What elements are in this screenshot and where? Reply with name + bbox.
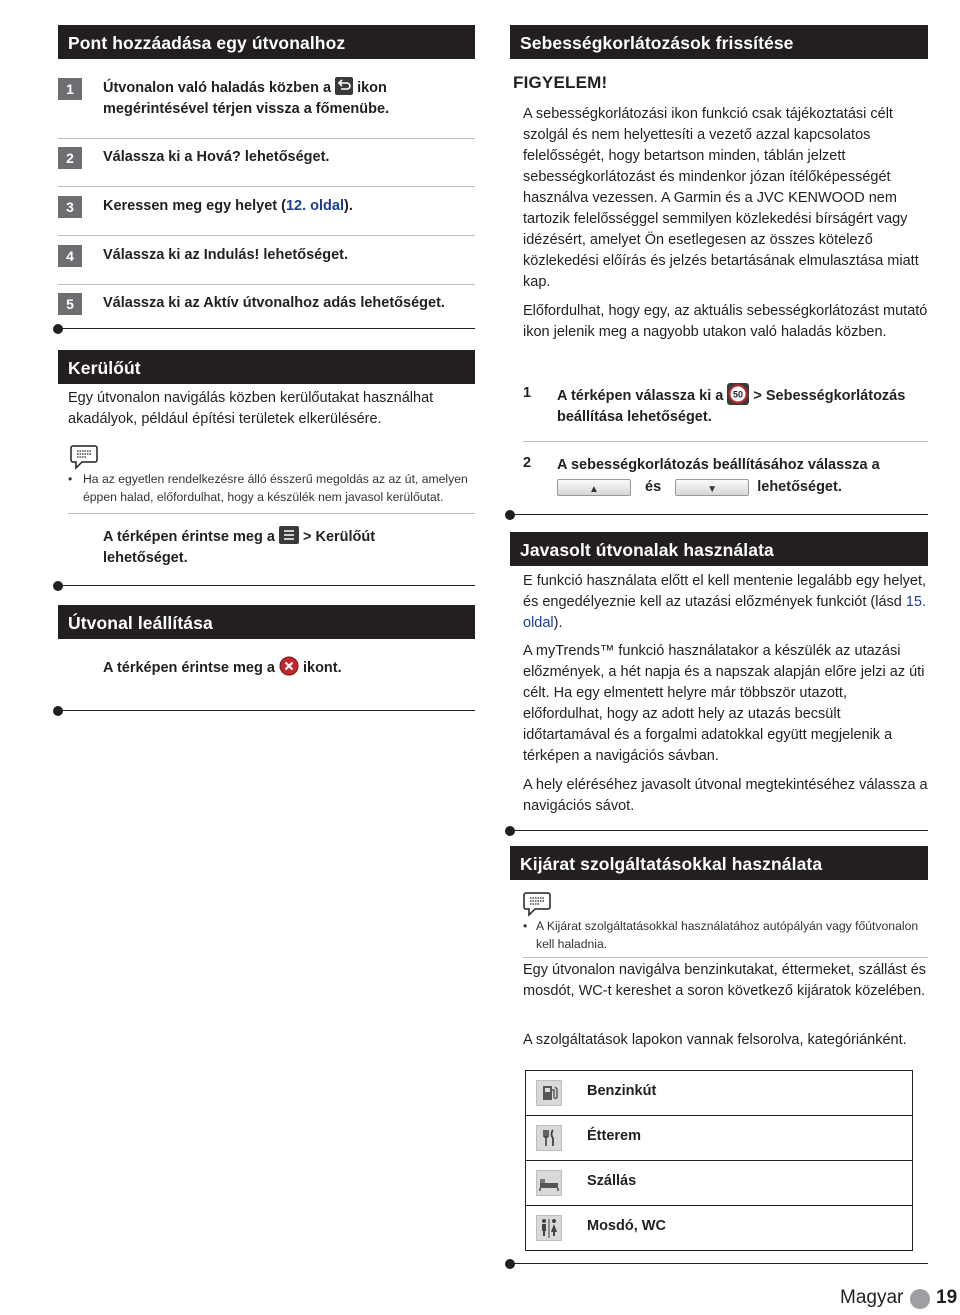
restaurant-icon xyxy=(536,1125,562,1151)
suggested-p3: A hely eléréséhez javasolt útvonal megtekintéséhez válassza a navigációs sávot. xyxy=(523,777,928,814)
step-number: 5 xyxy=(58,293,82,315)
step-text: A térképen válassza ki a 50 > Sebességkorlátozás beállítása lehetőséget. xyxy=(557,385,927,428)
note-bullet: • Ha az egyetlen rendelkezésre álló ésszerű megoldás az az út, amelyen éppen halad, előfordulhat, hogy a készülék nem javasol kerülőutat. xyxy=(68,472,468,504)
stop-icon xyxy=(279,656,299,676)
suggested-p1: E funkció használata előtt el kell mentenie legalább egy helyet, és engedélyeznie kell az utazási előzmények funkciót (lásd 15. oldal). xyxy=(523,573,927,631)
detour-description: Egy útvonalon navigálás közben kerülőutakat használhat akadályok, például építési területek elkerülésére. xyxy=(68,390,434,427)
service-row-fuel[interactable] xyxy=(526,1071,912,1116)
step-text: A sebességkorlátozás beállításához válassza a ▲ és ▼ lehetőséget. xyxy=(557,455,937,498)
note-bullet: • A Kijárat szolgáltatásokkal használatához autópályán vagy főútvonalon kell haladnia. xyxy=(523,919,919,951)
up-arrow-icon: ▲ xyxy=(589,483,599,495)
step-text: Keressen meg egy helyet (12. oldal). xyxy=(103,198,353,214)
step-number: 1 xyxy=(58,78,82,100)
stop-route-instruction: A térképen érintse meg a ikont. xyxy=(103,658,463,679)
step-divider xyxy=(58,284,475,285)
service-label: Szállás xyxy=(587,1173,637,1189)
down-arrow-button[interactable] xyxy=(675,479,749,496)
step-text: Válassza ki az Aktív útvonalhoz adás lehetőséget. xyxy=(103,295,445,311)
section-divider xyxy=(58,328,475,329)
footer-dot xyxy=(910,1289,930,1309)
section-divider xyxy=(510,1263,928,1264)
note-divider xyxy=(68,513,475,514)
exit-p2: A szolgáltatások lapokon vannak felsorolva, kategóriánként. xyxy=(523,1032,907,1048)
service-row-restaurant[interactable] xyxy=(526,1116,912,1161)
exit-p1: Egy útvonalon navigálva benzinkutakat, éttermeket, szállást és mosdót, WC-t kereshet a soron következő kijáratok közelében. xyxy=(523,962,927,999)
note-divider xyxy=(523,957,928,958)
warning-text-2: Előfordulhat, hogy egy, az aktuális sebességkorlátozást mutató ikon jelenik meg a nagyobb utakon való haladás közben. xyxy=(523,303,928,340)
up-arrow-button[interactable] xyxy=(557,479,631,496)
svg-text:50: 50 xyxy=(733,389,744,400)
note-icon xyxy=(70,444,98,470)
page-number: 19 xyxy=(936,1287,958,1308)
menu-icon xyxy=(279,526,299,544)
section-end-dot xyxy=(505,510,515,520)
service-row-restroom[interactable] xyxy=(526,1206,912,1250)
step-text: Válassza ki a Hová? lehetőséget. xyxy=(103,149,330,165)
suggested-p2: A myTrends™ funkció használatakor a készülék az utazási előzmények, a hét napja és a napszak alapján előre jelzi az úti célt. Ha egy elmentett helyre már többször utazott, előfordulhat, hogy az adott hely az utazás becsült időtartamával és a forgalmi adatokkal együtt megjelenik a térképen a navigációs sávban. xyxy=(523,643,925,764)
footer-language: Magyar xyxy=(840,1287,904,1308)
section-header-stop-route: Útvonal leállítása xyxy=(58,605,475,639)
section-end-dot xyxy=(505,1259,515,1269)
section-header-suggested-routes: Javasolt útvonalak használata xyxy=(510,532,928,566)
service-label: Étterem xyxy=(587,1128,641,1144)
page-link[interactable]: 12. oldal xyxy=(285,198,344,214)
section-end-dot xyxy=(53,581,63,591)
step-text: Útvonalon való haladás közben a ikon megérintésével térjen vissza a főmenübe. xyxy=(103,78,473,120)
warning-label: FIGYELEM! xyxy=(513,73,608,92)
back-icon xyxy=(335,77,353,95)
section-end-dot xyxy=(505,826,515,836)
step-number: 4 xyxy=(58,245,82,267)
speed-limit-icon xyxy=(727,383,749,405)
section-divider xyxy=(510,830,928,831)
section-divider xyxy=(58,710,475,711)
detour-instruction: A térképen érintse meg a > Kerülőút lehetőséget. xyxy=(103,527,463,569)
step-number: 3 xyxy=(58,196,82,218)
service-label: Mosdó, WC xyxy=(587,1218,666,1234)
step-divider xyxy=(58,186,475,187)
warning-text: A sebességkorlátozási ikon funkció csak tájékoztatási célt szolgál és nem helyettesíti a vezető azzal kapcsolatos felelősségét, hogy betartson minden, táblán jelzett sebességkorlátozást és mindenkor józan ítélőképességét használva vezessen. A Garmin és a JVC KENWOOD nem tartozik felelősséggel semmilyen közlekedési bírságért vagy idézésért, amelyet Ön esetlegesen az összes kötelező közlekedési előírás és jelzés betartásának elmulasztása miatt kap. xyxy=(523,106,919,290)
fuel-icon xyxy=(536,1080,562,1106)
section-end-dot xyxy=(53,324,63,334)
step-text: Válassza ki az Indulás! lehetőséget. xyxy=(103,247,348,263)
service-label: Benzinkút xyxy=(587,1083,657,1099)
step-number: 1 xyxy=(523,385,532,401)
restroom-icon xyxy=(536,1215,562,1241)
step-divider xyxy=(58,235,475,236)
section-header-exit-services: Kijárat szolgáltatásokkal használata xyxy=(510,846,928,880)
step-divider xyxy=(523,441,928,442)
section-divider xyxy=(58,585,475,586)
note-icon xyxy=(523,891,551,917)
services-table xyxy=(525,1070,913,1251)
step-divider xyxy=(58,138,475,139)
section-header-speed-limits: Sebességkorlátozások frissítése xyxy=(510,25,928,59)
section-end-dot xyxy=(53,706,63,716)
section-header-add-route: Pont hozzáadása egy útvonalhoz xyxy=(58,25,475,59)
down-arrow-icon: ▼ xyxy=(707,483,718,495)
section-divider xyxy=(510,514,928,515)
section-header-detour: Kerülőút xyxy=(58,350,475,384)
step-number: 2 xyxy=(58,147,82,169)
step-number: 2 xyxy=(523,455,532,471)
service-row-lodging[interactable] xyxy=(526,1161,912,1206)
page-link[interactable]: 15. oldal xyxy=(523,594,927,631)
lodging-icon xyxy=(536,1170,562,1196)
